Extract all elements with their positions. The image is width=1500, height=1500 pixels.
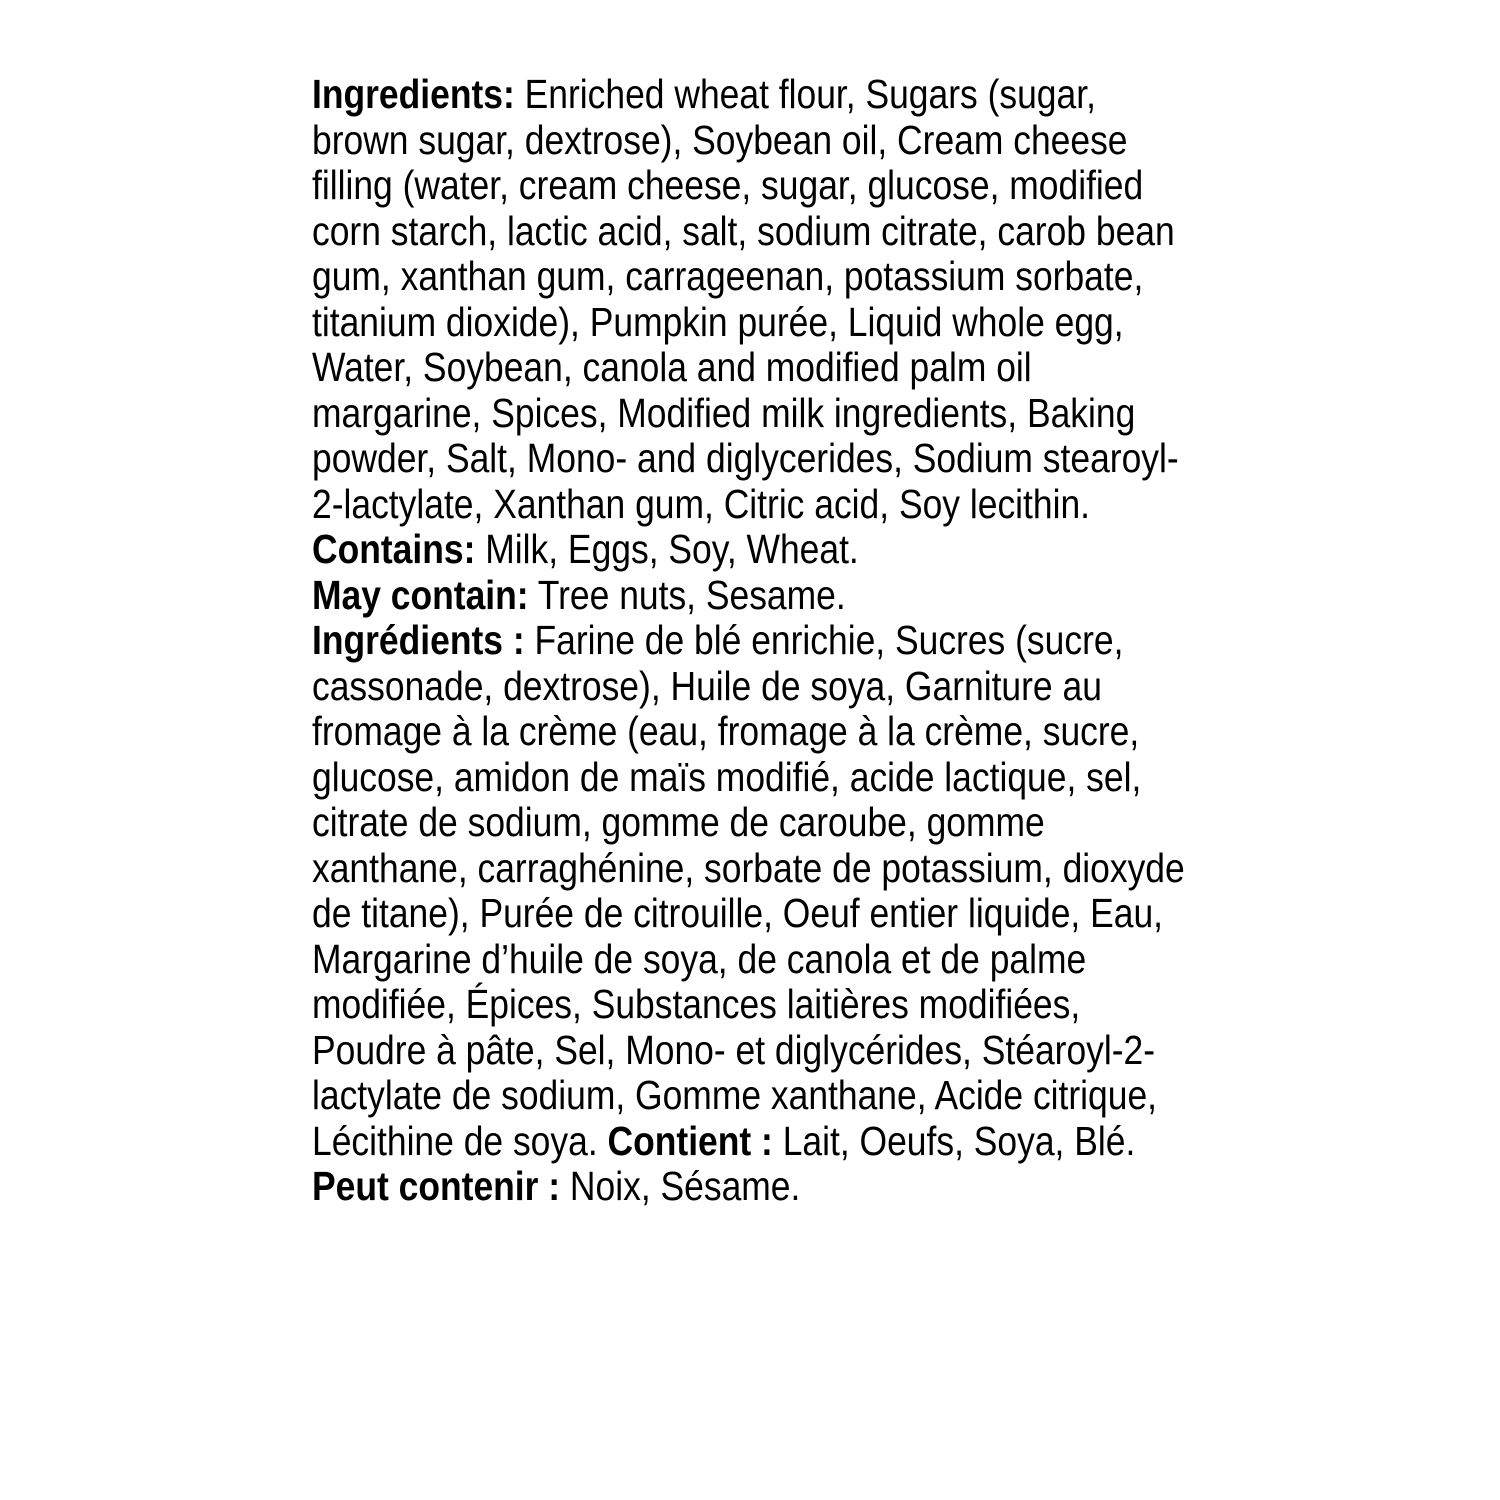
ingredients-fr-lead: Ingrédients : [312, 617, 525, 663]
ingredient-label-text-block [312, 72, 1187, 1210]
contains-fr-body: Lait, Oeufs, Soya, Blé. [772, 1117, 1136, 1164]
may-contain-en-body: Tree nuts, Sesame. [528, 571, 846, 618]
may-contain-fr-lead: Peut contenir : [312, 1163, 561, 1209]
ingredients-en-body: Enriched wheat flour, Sugars (sugar, brown sugar, dextrose), Soybean oil, Cream cheese filling (water, cream cheese, sugar, glucose, modified corn starch, lactic acid, salt, sodium citrate, carob bean gum, xanthan gum, carrageenan, potassium sorbate, titanium dioxide), Pumpkin purée, Liquid whole egg, Water, Soybean, canola and modified palm oil margarine, Spices, Modified milk ingredients, Baking powder, Salt, Mono- and diglycerides, Sodium stearoyl-2-lactylate, Xanthan gum, Citric acid, Soy lecithin. [312, 71, 1179, 527]
contains-en-body: Milk, Eggs, Soy, Wheat. [475, 526, 859, 572]
may-contain-en-lead: May contain: [312, 571, 529, 618]
paragraph-ingredients-en [312, 72, 1187, 527]
paragraph-ingredients-fr [312, 618, 1187, 1164]
paragraph-may-contain-fr [312, 1164, 1187, 1210]
may-contain-fr-body: Noix, Sésame. [560, 1163, 801, 1209]
contains-fr-lead: Contient : [607, 1117, 773, 1164]
paragraph-may-contain-en [312, 573, 1187, 619]
ingredients-fr-body: Farine de blé enrichie, Sucres (sucre, cassonade, dextrose), Huile de soya, Garniture au fromage à la crème (eau, fromage à la crème, sucre, glucose, amidon de maïs modifié, acide lactique, sel, citrate de sodium, gomme de caroube, gomme xanthane, carraghénine, sorbate de potassium, dioxyde de titane), Purée de citrouille, Oeuf entier liquide, Eau, Margarine d’huile de soya, de canola et de palme modifiée, Épices, Substances laitières modifiées, Poudre à pâte, Sel, Mono- et diglycérides, Stéaroyl-2-lactylate de sodium, Gomme xanthane, Acide citrique, Lécithine de soya. [312, 617, 1185, 1164]
ingredients-en-lead: Ingredients: [312, 71, 515, 117]
paragraph-contains-en [312, 527, 1187, 573]
contains-en-lead: Contains: [312, 526, 476, 572]
